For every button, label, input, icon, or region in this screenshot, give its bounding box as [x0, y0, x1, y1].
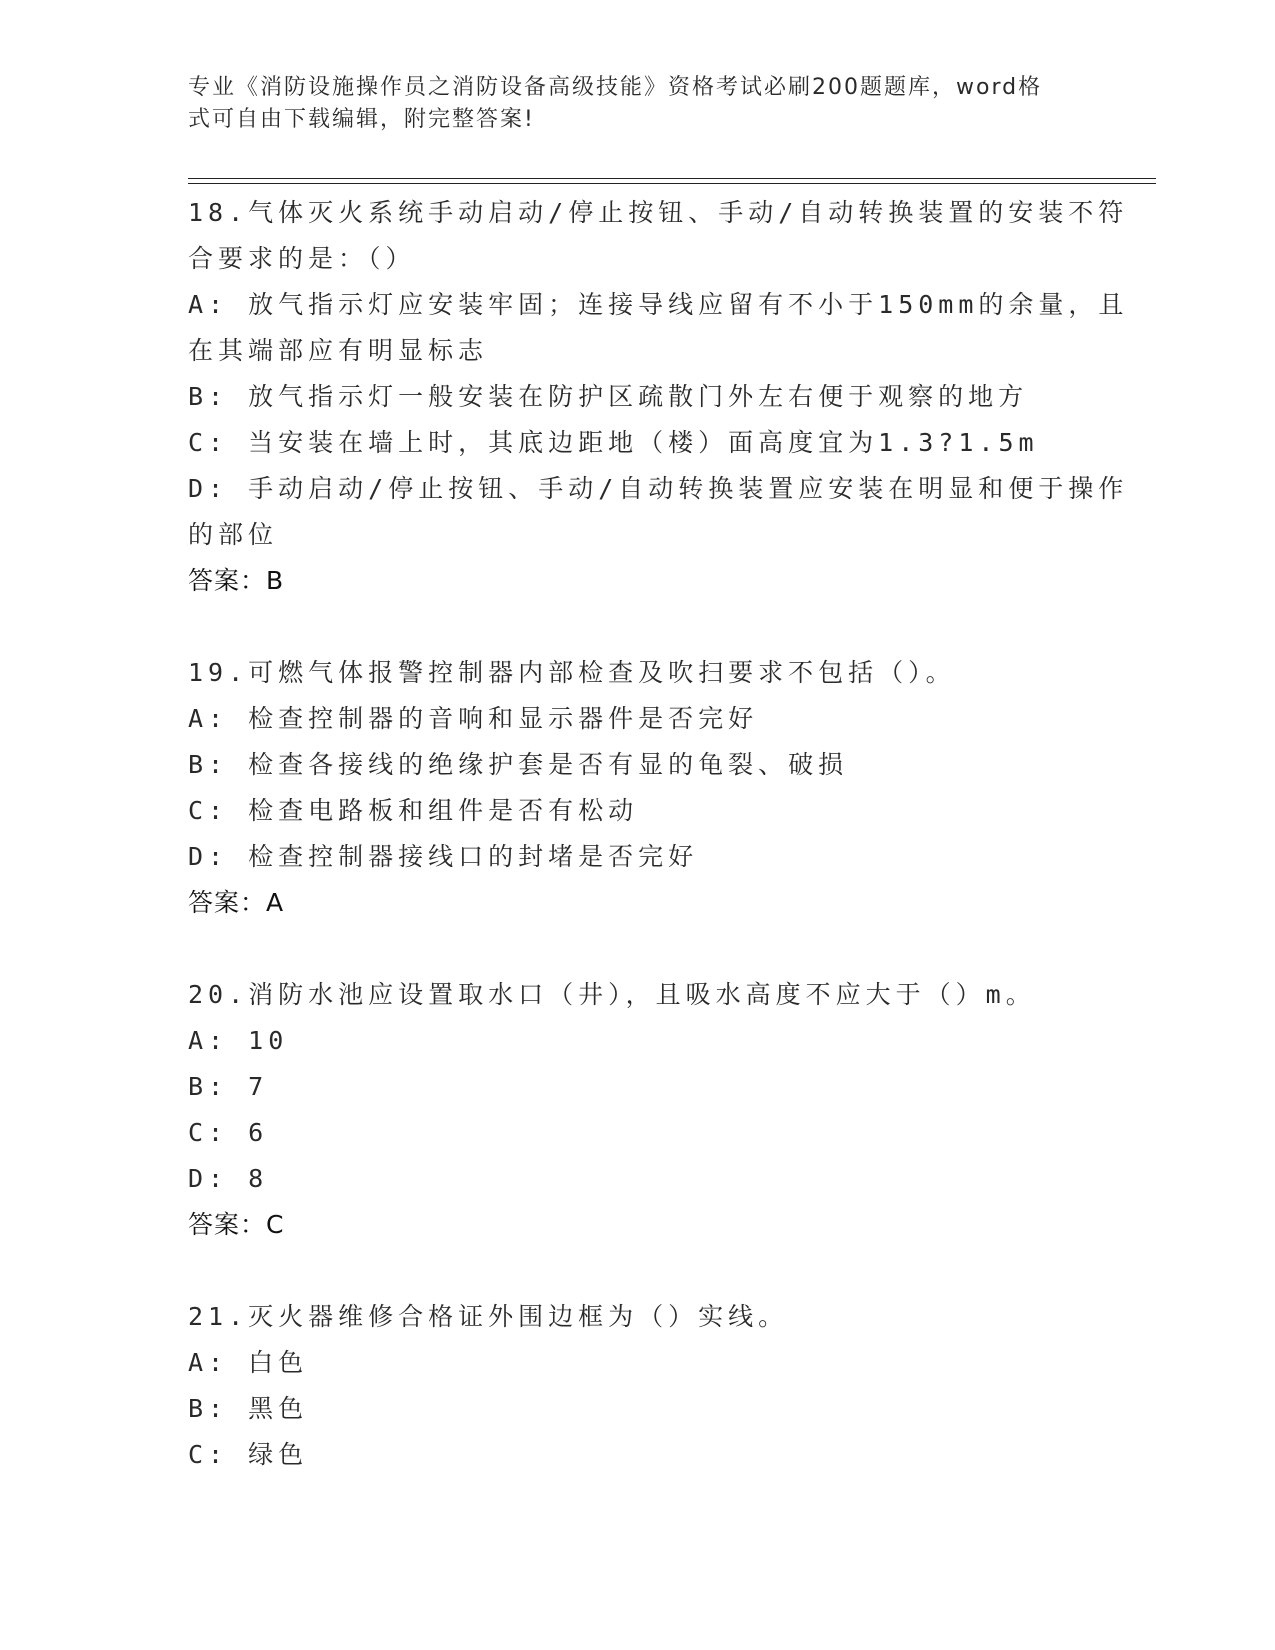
answer-key: 答案：C: [188, 1210, 285, 1239]
option-b: B: 放气指示灯一般安装在防护区疏散门外左右便于观察的地方: [188, 382, 1029, 411]
question-19: [188, 650, 1088, 926]
option-a: A: 10: [188, 1026, 289, 1055]
question-20: [188, 972, 1088, 1248]
question-stem: 21.灭火器维修合格证外围边框为（）实线。: [188, 1302, 789, 1331]
answer-key: 答案：B: [188, 566, 285, 595]
option-c: C: 绿色: [188, 1440, 309, 1469]
question-stem-continued: 合要求的是：（）: [188, 244, 416, 273]
option-b: B: 黑色: [188, 1394, 309, 1423]
question-stem: 20.消防水池应设置取水口（井），且吸水高度不应大于（）m。: [188, 980, 1036, 1009]
header-divider-top: [188, 178, 1156, 179]
header-line-2: 式可自由下载编辑，附完整答案!: [188, 107, 535, 132]
answer-key: 答案：A: [188, 888, 285, 917]
header-divider-bottom: [188, 183, 1156, 184]
option-b: B: 检查各接线的绝缘护套是否有显的龟裂、破损: [188, 750, 849, 779]
option-a-continued: 在其端部应有明显标志: [188, 336, 489, 365]
option-c: C: 当安装在墙上时，其底边距地（楼）面高度宜为1.3?1.5m: [188, 428, 1039, 457]
question-stem: 18.气体灭火系统手动启动/停止按钮、手动/自动转换装置的安装不符: [188, 198, 1129, 227]
option-a: A: 白色: [188, 1348, 309, 1377]
question-21: [188, 1294, 1088, 1478]
document-header: [188, 72, 1068, 136]
option-a: A: 放气指示灯应安装牢固；连接导线应留有不小于150mm的余量，且: [188, 290, 1129, 319]
question-stem: 19.可燃气体报警控制器内部检查及吹扫要求不包括（）。: [188, 658, 956, 687]
option-d: D: 8: [188, 1164, 269, 1193]
option-c: C: 检查电路板和组件是否有松动: [188, 796, 639, 825]
option-c: C: 6: [188, 1118, 269, 1147]
question-18: [188, 190, 1129, 604]
option-d: D: 手动启动/停止按钮、手动/自动转换装置应安装在明显和便于操作: [188, 474, 1129, 503]
option-d-continued: 的部位: [188, 520, 279, 549]
option-a: A: 检查控制器的音响和显示器件是否完好: [188, 704, 759, 733]
option-b: B: 7: [188, 1072, 269, 1101]
option-d: D: 检查控制器接线口的封堵是否完好: [188, 842, 699, 871]
header-line-1: 专业《消防设施操作员之消防设备高级技能》资格考试必刷200题题库，word格: [188, 75, 1043, 100]
question-list: [188, 190, 1129, 1524]
